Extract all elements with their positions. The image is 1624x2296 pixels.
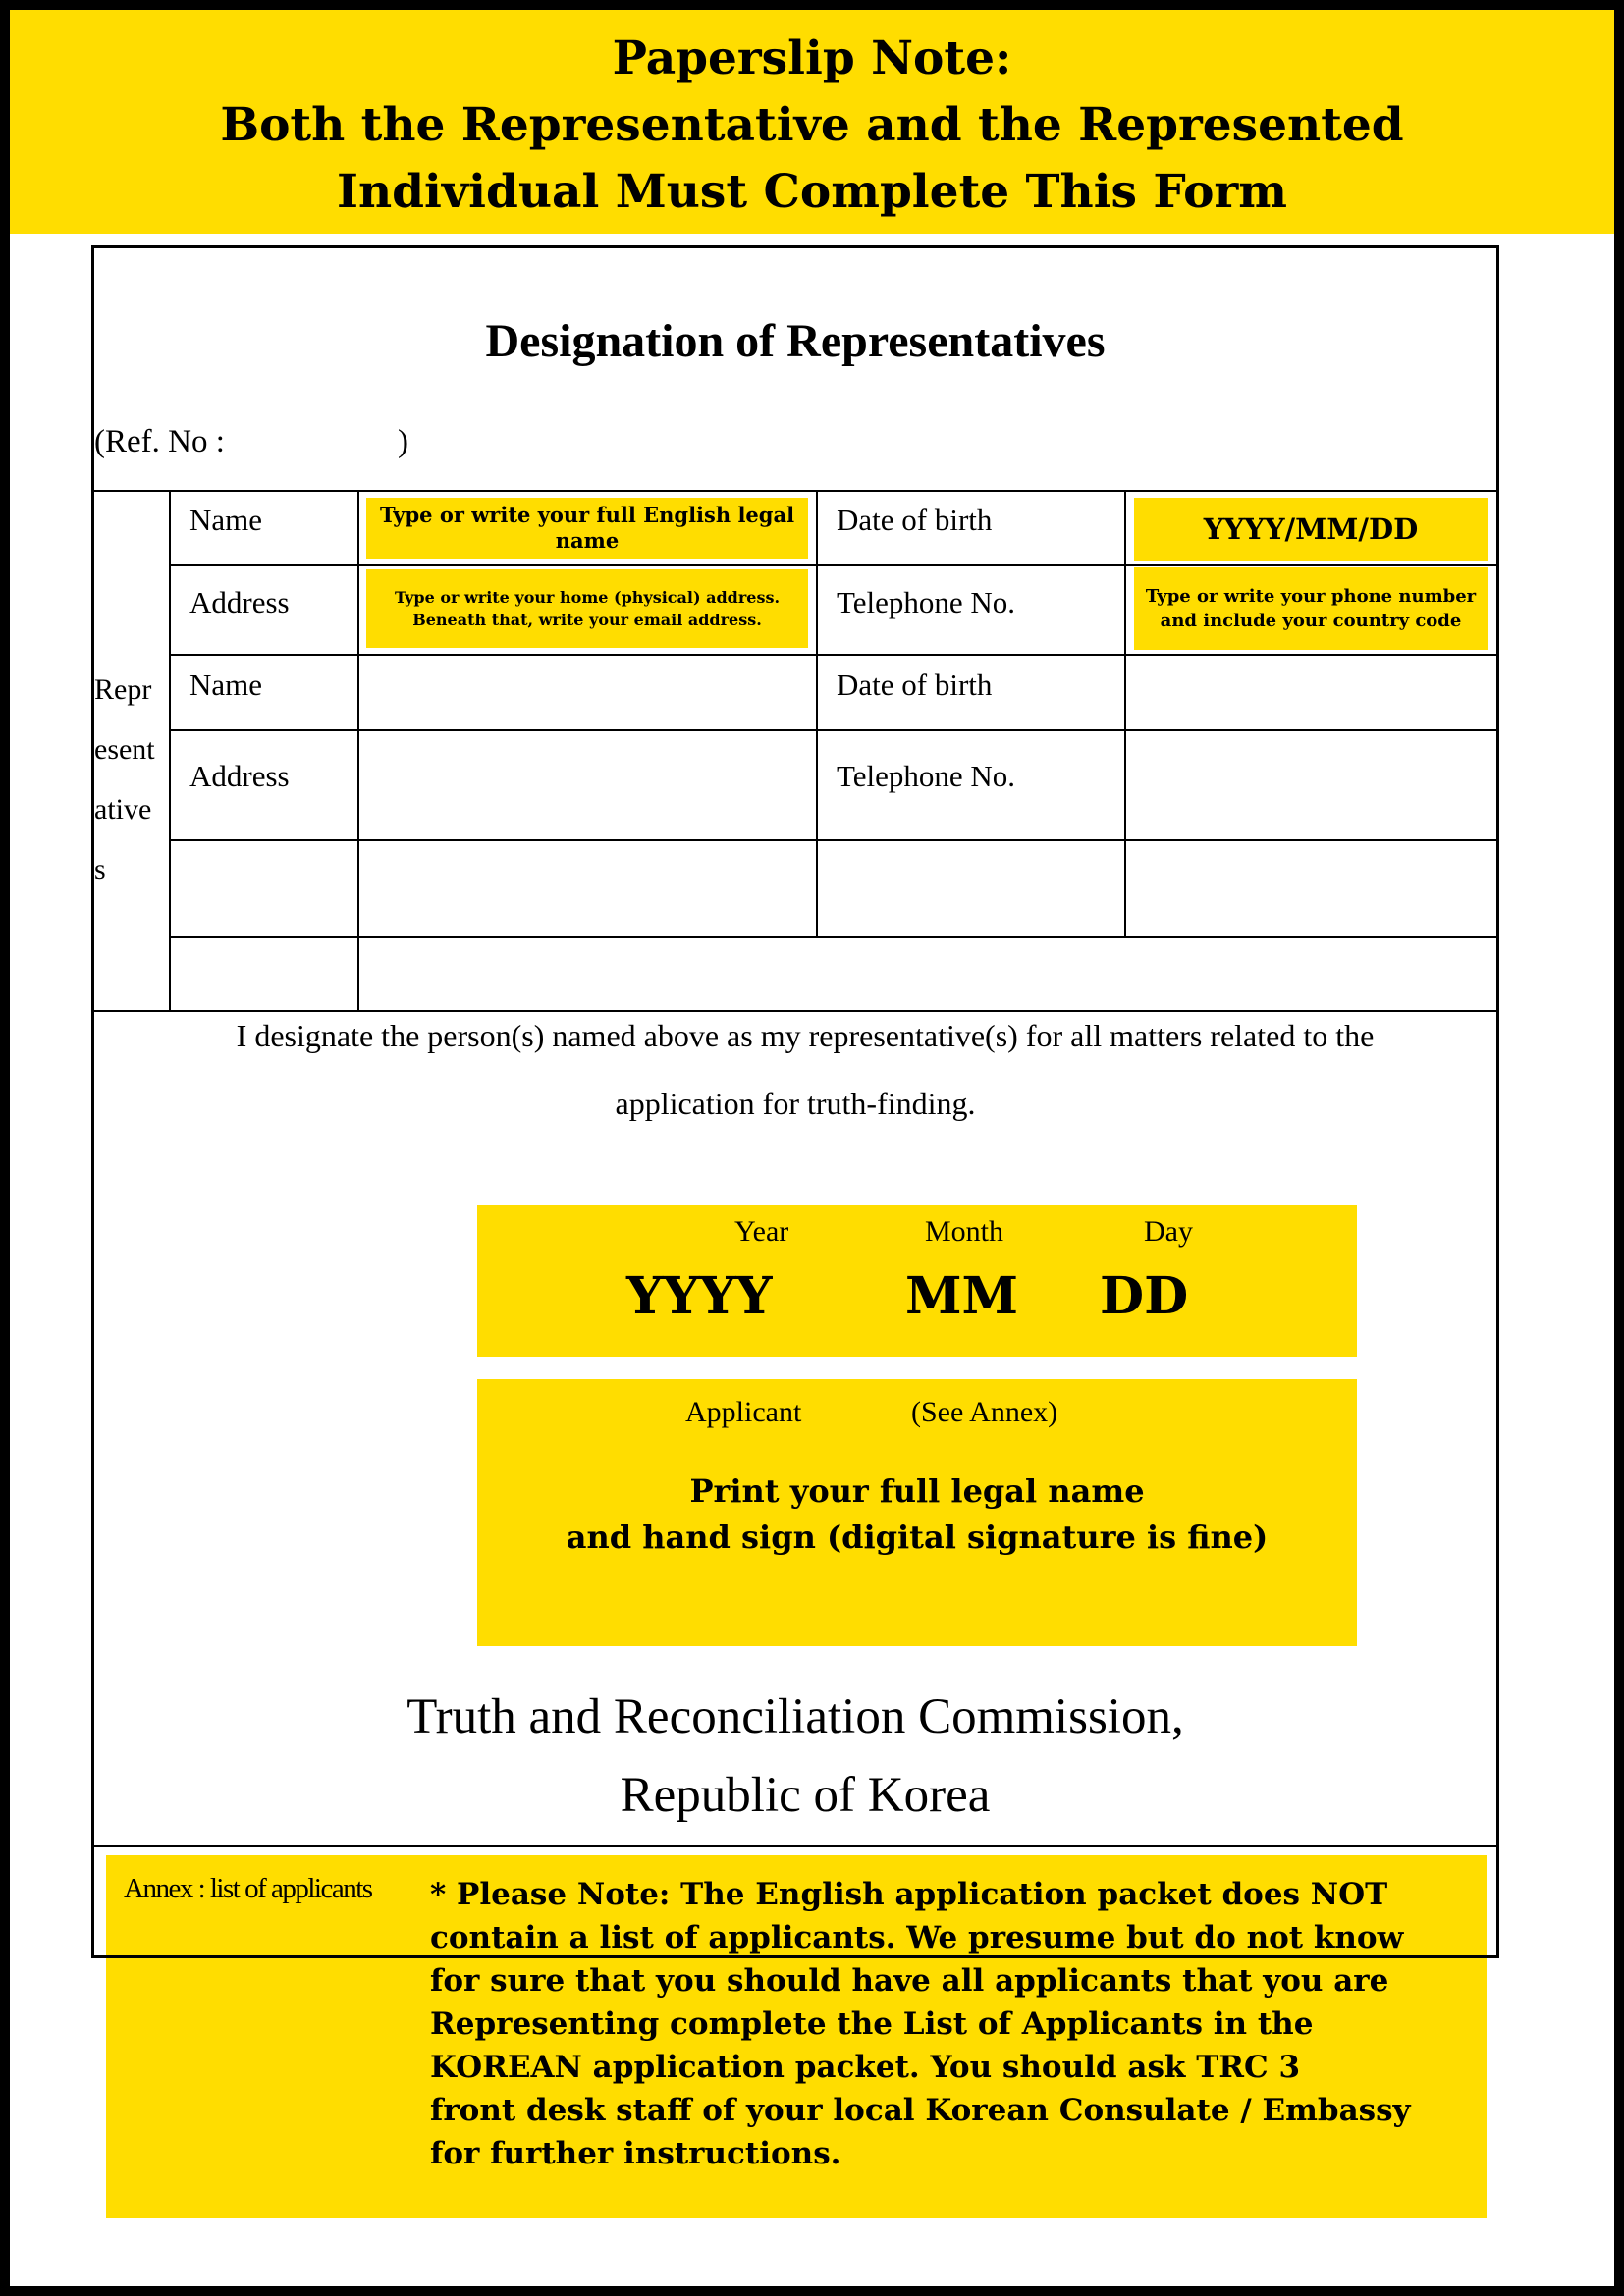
form-title: Designation of Representatives [485,315,1106,367]
col-divider [816,490,818,936]
designation-statement-line-2: application for truth-finding. [615,1086,976,1121]
col-divider [169,490,171,1010]
address-label-2: Address [189,759,290,793]
annex-label: Annex : list of applicants [124,1873,372,1904]
rep-label-part: s [94,853,106,885]
row-divider [169,729,1499,731]
year-label: Year [734,1215,789,1248]
annex-note-line: KOREAN application packet. You should ask TRC 3 [430,2050,1301,2085]
dob-label-1: Date of birth [837,503,993,537]
telephone-label-2: Telephone No. [837,759,1016,793]
telephone-label-1: Telephone No. [837,585,1016,619]
ref-number-close: ) [398,424,408,459]
table-bottom-border [91,1010,1499,1012]
paperslip-note-banner [10,10,1614,234]
representatives-vertical-label [94,660,169,899]
address-hint-1: Type or write your home (physical) address. [394,588,781,607]
banner-line-2: Both the Representative and the Represented [220,98,1404,152]
banner-line-3: Individual Must Complete This Form [336,165,1288,219]
dob-field-1[interactable] [1134,498,1488,561]
dob-label-2: Date of birth [837,667,993,702]
telephone-field-1[interactable] [1134,567,1488,650]
name-label-1: Name [189,503,263,537]
col-divider [357,490,359,1010]
year-value: YYYY [626,1266,773,1326]
annex-note-line: for further instructions. [430,2136,841,2171]
ref-number-label: (Ref. No : [94,424,225,459]
row-divider [169,936,1499,938]
month-label: Month [925,1215,1004,1248]
day-label: Day [1144,1215,1193,1248]
day-value: DD [1100,1266,1189,1326]
annex-note-line: * Please Note: The English application packet does NOT [430,1877,1388,1912]
name-field-1[interactable] [366,498,808,559]
row-divider [169,564,1499,566]
applicant-instruction-2: and hand sign (digital signature is fine) [566,1519,1269,1556]
commission-name-line-2: Republic of Korea [620,1768,991,1823]
commission-name-line-1: Truth and Reconciliation Commission, [406,1689,1184,1744]
annex-note-line: for sure that you should have all applicants that you are [430,1963,1389,1999]
dob-hint: YYYY/MM/DD [1203,512,1419,546]
commission-divider [91,1845,1499,1847]
telephone-hint: Type or write your phone number and include your country code [1145,586,1477,631]
applicant-label: Applicant [685,1396,802,1428]
rep-label-part: ative [94,793,152,826]
designation-statement-line-1: I designate the person(s) named above as my representative(s) for all matters related to the [236,1018,1375,1053]
see-annex-label: (See Annex) [911,1396,1058,1428]
banner-line-1: Paperslip Note: [612,31,1012,85]
name-label-2: Name [189,667,263,702]
table-top-border [91,490,1499,492]
annex-note-line: Representing complete the List of Applicants in the [430,2006,1314,2042]
applicant-instructions [477,1468,1357,1561]
rep-label-part: esent [94,733,155,766]
name-hint: Type or write your full English legal name [379,503,795,553]
address-label-1: Address [189,585,290,619]
row-divider [169,654,1499,656]
form-left-border [91,1845,94,1958]
address-hint-2: Beneath that, write your email address. [412,611,762,629]
form-right-border [1496,1845,1499,1958]
row-divider [169,839,1499,841]
annex-note-line: front desk staff of your local Korean Consulate / Embassy [430,2093,1411,2128]
rep-label-part: Repr [94,673,152,706]
annex-note [430,1873,1481,2175]
month-value: MM [905,1266,1019,1326]
col-divider [1124,490,1126,936]
annex-note-line: contain a list of applicants. We presume but do not know [430,1920,1404,1955]
applicant-instruction-1: Print your full legal name [689,1472,1145,1510]
address-field-1[interactable] [366,569,808,648]
